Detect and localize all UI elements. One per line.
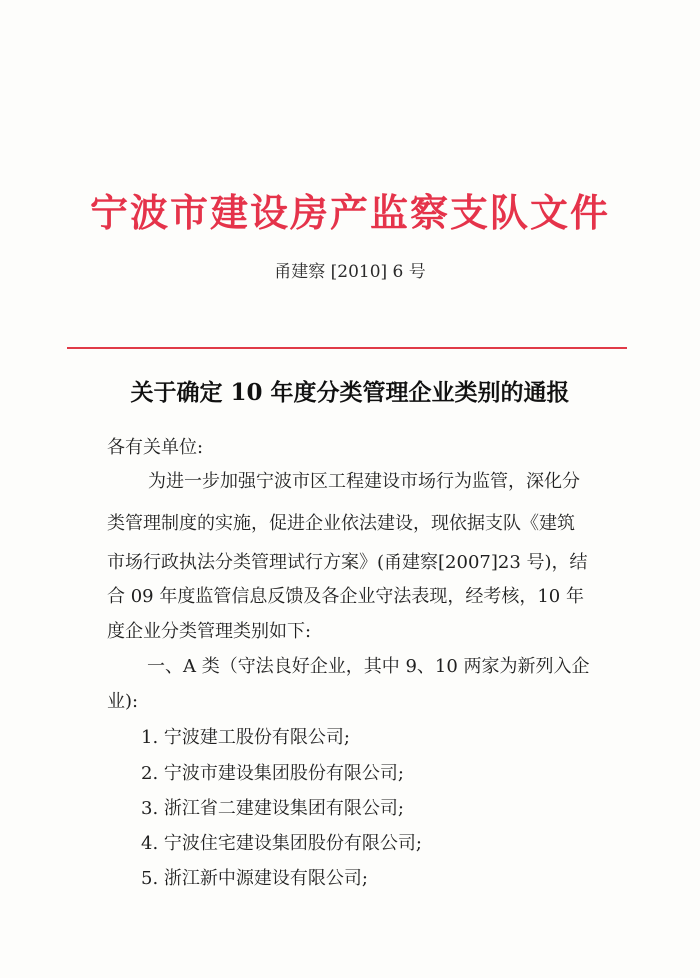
notice-title: 关于确定 10 年度分类管理企业类别的通报 [130,379,570,406]
salutation: 各有关单位: [107,437,204,458]
red-divider-line [67,347,627,349]
section-a-heading-cont: 业): [107,691,139,712]
paragraph-line: 类管理制度的实施，促进企业依法建设，现依据支队《建筑 [107,513,575,534]
document-number: 甬建察 [2010] 6 号 [274,262,426,282]
paragraph-line: 市场行政执法分类管理试行方案》(甬建察[2007]23 号)，结 [107,552,588,573]
section-a-heading: 一、A 类（守法良好企业，其中 9、10 两家为新列入企 [147,656,590,677]
paragraph-line: 合 09 年度监管信息反馈及各企业守法表现，经考核，10 年 [107,586,584,607]
company-list-item: 2. 宁波市建设集团股份有限公司; [141,763,404,784]
company-list-item: 5. 浙江新中源建设有限公司; [141,868,368,889]
company-list-item: 1. 宁波建工股份有限公司; [141,727,350,748]
paragraph-line: 度企业分类管理类别如下: [107,621,312,642]
paragraph-line: 为进一步加强宁波市区工程建设市场行为监管，深化分 [148,471,580,492]
company-list-item: 4. 宁波住宅建设集团股份有限公司; [141,833,422,854]
company-list-item: 3. 浙江省二建建设集团有限公司; [141,798,404,819]
org-header-title: 宁波市建设房产监察支队文件 [89,190,610,235]
